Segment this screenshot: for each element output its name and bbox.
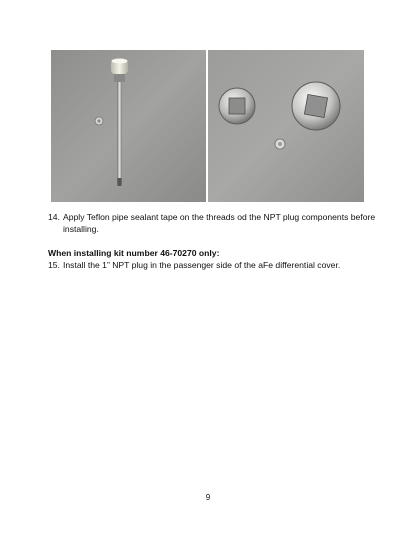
page-number: 9 [205, 493, 211, 502]
photo-dipstick-and-washer [51, 50, 206, 202]
photo-dipstick-illustration [51, 50, 206, 202]
photo-strip [51, 50, 364, 202]
photo-npt-plugs [208, 50, 364, 202]
instructions [48, 212, 378, 271]
photo-plugs-illustration [208, 50, 364, 202]
step-number: 14. [48, 212, 60, 222]
step-text: Apply Teflon pipe sealant tape on the threads od the NPT plug components before installing. [63, 212, 376, 234]
step-14 [48, 212, 378, 235]
step-15 [48, 260, 378, 272]
kit-heading: When installing kit number 46-70270 only: [48, 248, 220, 258]
step-text: Install the 1” NPT plug in the passenger side of the aFe differential cover. [63, 259, 341, 270]
step-number: 15. [48, 259, 60, 270]
